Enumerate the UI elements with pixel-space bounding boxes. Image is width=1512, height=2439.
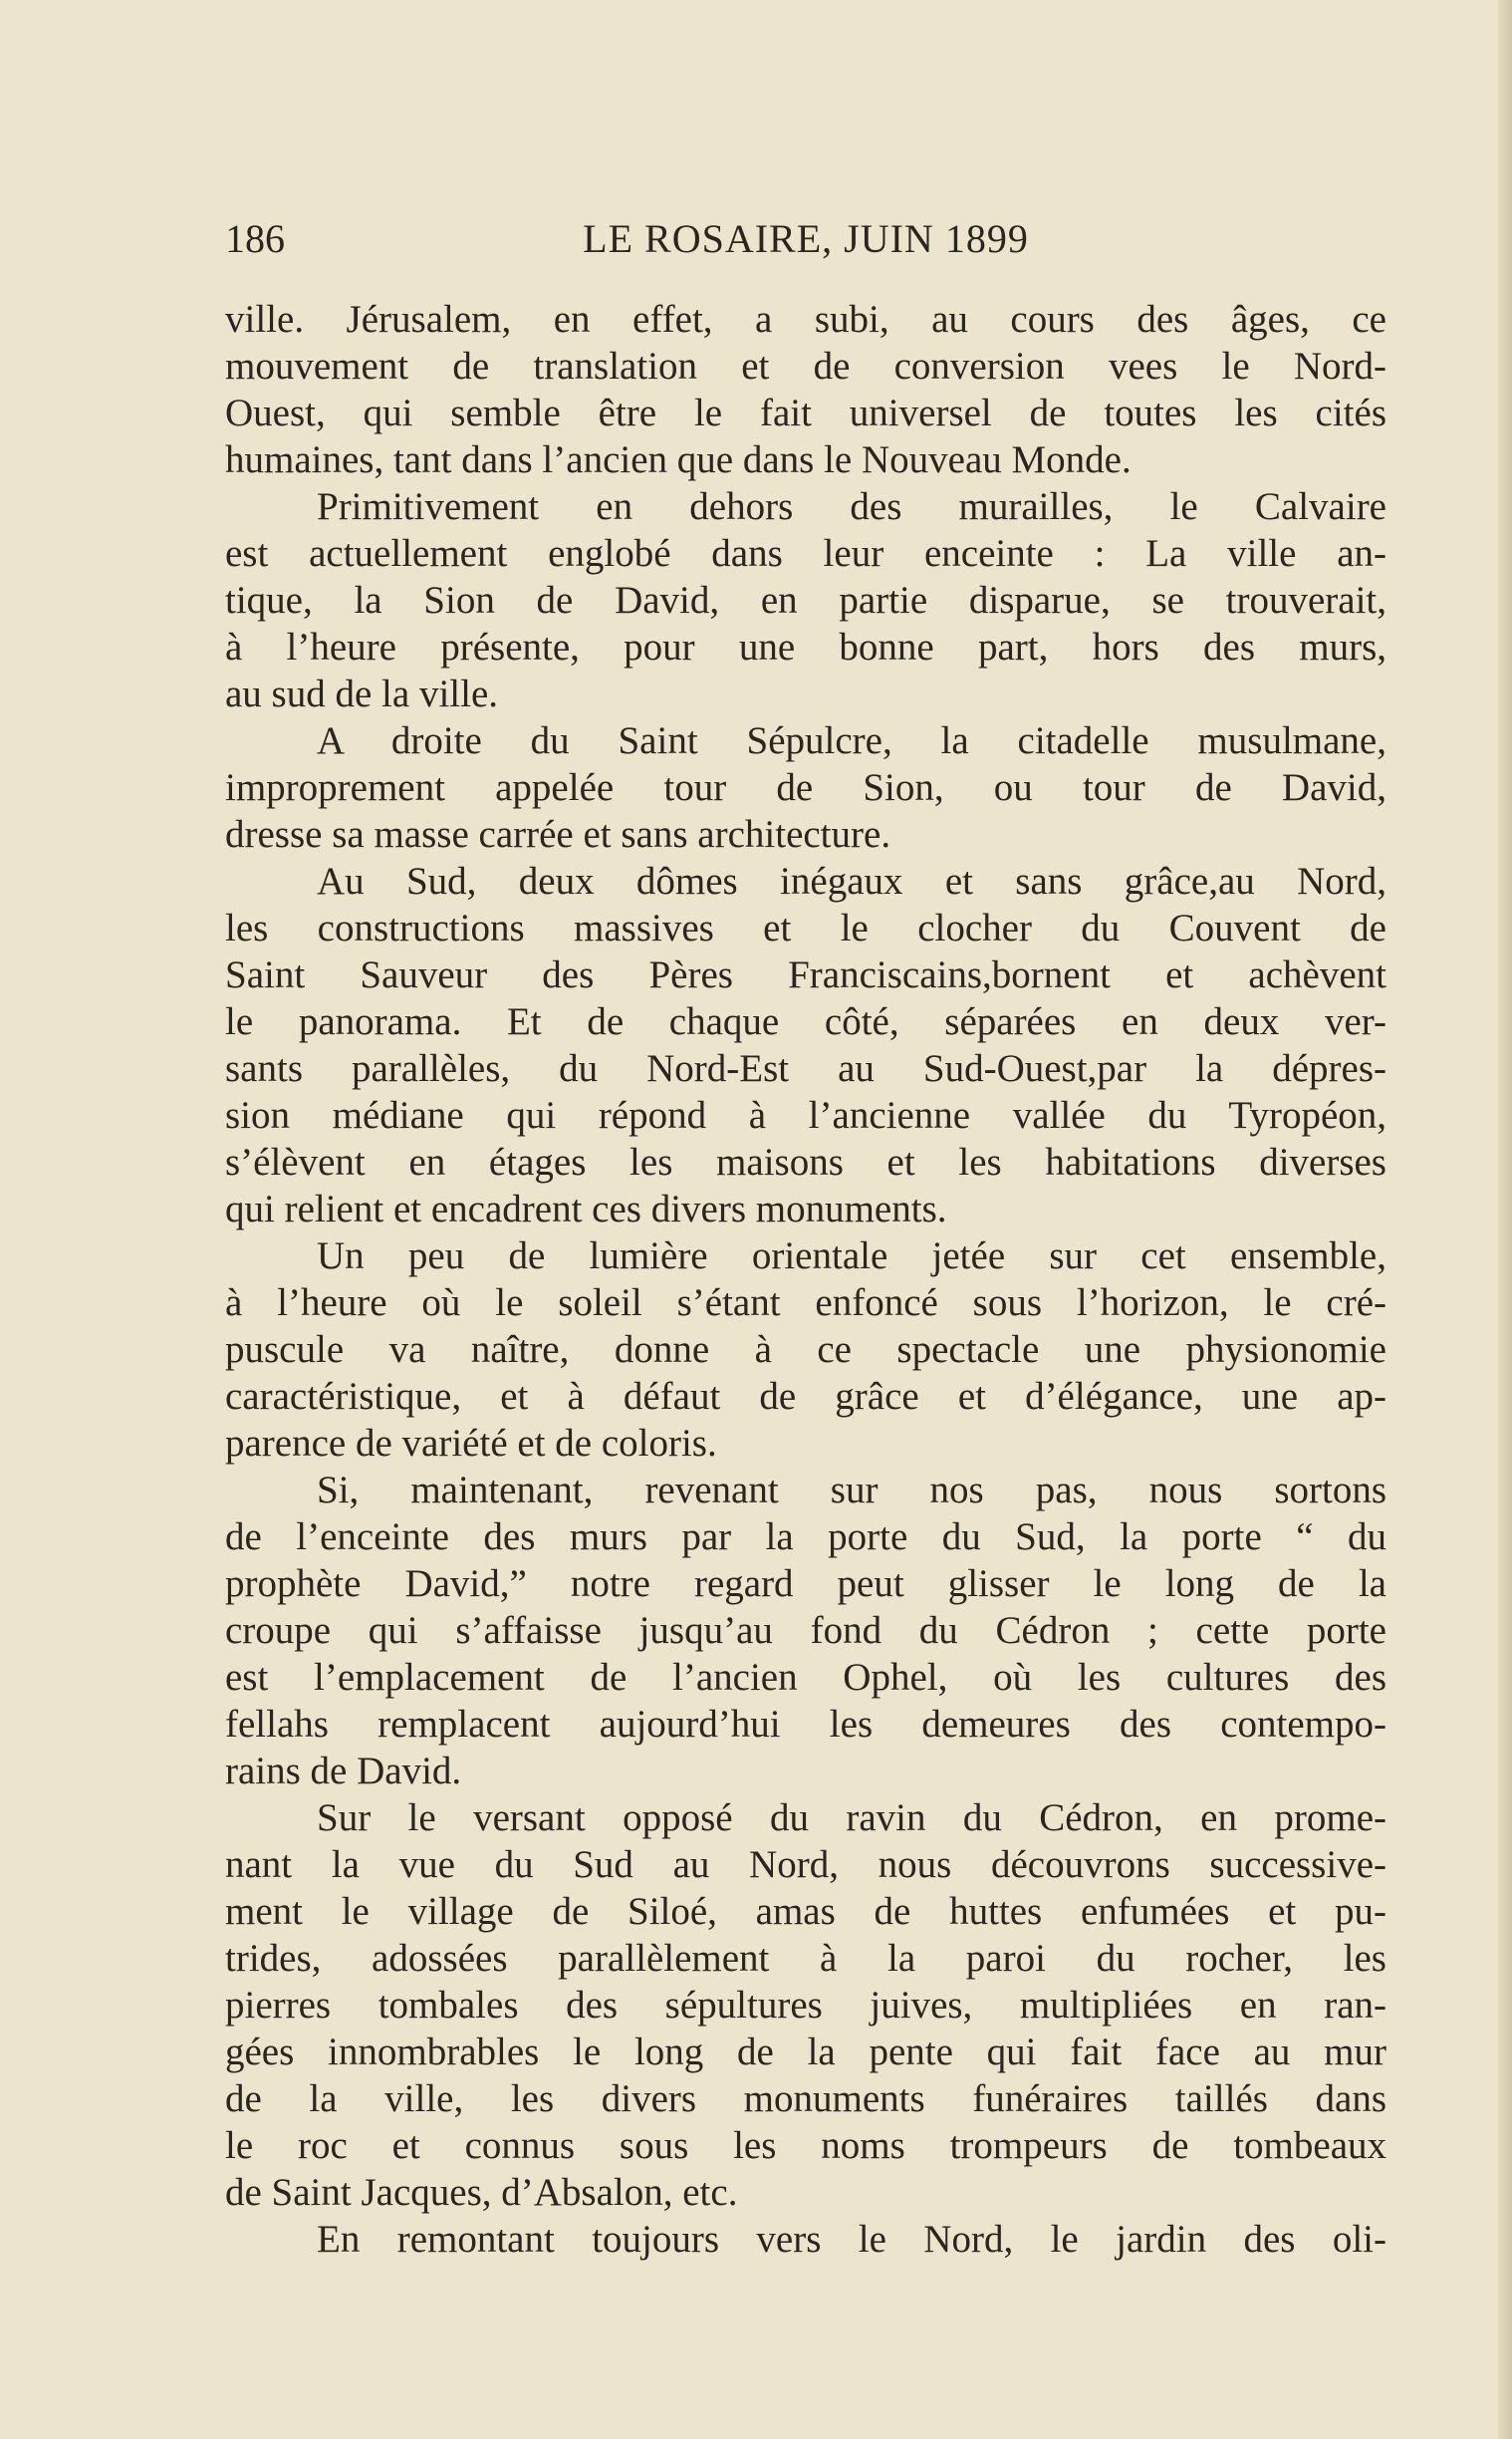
text-line: A droite du Saint Sépulcre, la citadelle musulmane, xyxy=(317,719,1386,762)
running-title-text: LE ROSAIRE, JUIN xyxy=(583,216,934,261)
text-line: prophète David,” notre regard peut glisser le long de la xyxy=(225,1562,1386,1605)
text-line: Un peu de lumière orientale jetée sur cet ensemble, xyxy=(317,1234,1386,1277)
text-line: rains de David. xyxy=(225,1750,462,1792)
text-line: s’élèvent en étages les maisons et les habitations diverses xyxy=(225,1141,1386,1184)
text-line: est actuellement englobé dans leur enceinte : La ville an- xyxy=(225,532,1386,575)
text-line: sants parallèles, du Nord-Est au Sud-Ouest,par la dépres- xyxy=(225,1047,1386,1090)
text-line: Si, maintenant, revenant sur nos pas, nous sortons xyxy=(317,1469,1386,1511)
text-line: gées innombrables le long de la pente qui fait face au mur xyxy=(225,2031,1386,2073)
text-line: tique, la Sion de David, en partie disparue, se trouverait, xyxy=(225,579,1386,622)
text-line: sion médiane qui répond à l’ancienne vallée du Tyropéon, xyxy=(225,1094,1386,1137)
text-line: les constructions massives et le clocher du Couvent de xyxy=(225,907,1386,949)
text-line: En remontant toujours vers le Nord, le jardin des oli- xyxy=(317,2218,1386,2261)
text-line: Ouest, qui semble être le fait universel de toutes les cités xyxy=(225,392,1386,434)
text-line: le panorama. Et de chaque côté, séparées en deux ver- xyxy=(225,1000,1386,1043)
text-line: dresse sa masse carrée et sans architecture. xyxy=(225,813,891,856)
page-number: 186 xyxy=(225,216,285,261)
text-line: mouvement de translation et de conversion vees le Nord- xyxy=(225,345,1386,388)
text-line: de la ville, les divers monuments funéraires taillés dans xyxy=(225,2077,1386,2120)
text-line: ville. Jérusalem, en effet, a subi, au cours des âges, ce xyxy=(225,298,1386,341)
page-header xyxy=(225,214,1386,264)
text-line: Primitivement en dehors des murailles, le Calvaire xyxy=(317,485,1386,528)
text-line: qui relient et encadrent ces divers monuments. xyxy=(225,1188,947,1230)
text-line: pierres tombales des sépultures juives, multipliées en ran- xyxy=(225,1984,1386,2027)
running-title xyxy=(225,214,1386,264)
text-line: humaines, tant dans l’ancien que dans le Nouveau Monde. xyxy=(225,438,1132,481)
text-line: à l’heure où le soleil s’étant enfoncé sous l’horizon, le cré- xyxy=(225,1281,1386,1324)
text-line: nant la vue du Sud au Nord, nous découvrons successive- xyxy=(225,1843,1386,1886)
text-line: à l’heure présente, pour une bonne part, hors des murs, xyxy=(225,626,1386,669)
text-line: Saint Sauveur des Pères Franciscains,bornent et achèvent xyxy=(225,953,1386,996)
text-line: caractéristique, et à défaut de grâce et d’élégance, une ap- xyxy=(225,1375,1386,1418)
text-line: de l’enceinte des murs par la porte du Sud, la porte “ du xyxy=(225,1515,1386,1558)
text-line: au sud de la ville. xyxy=(225,673,499,715)
text-line: Sur le versant opposé du ravin du Cédron, en prome- xyxy=(317,1796,1386,1839)
text-line: ment le village de Siloé, amas de huttes enfumées et pu- xyxy=(225,1890,1386,1933)
text-line: fellahs remplacent aujourd’hui les demeures des contempo- xyxy=(225,1703,1386,1746)
text-line: de Saint Jacques, d’Absalon, etc. xyxy=(225,2171,738,2214)
running-title-year: 1899 xyxy=(944,216,1029,261)
text-line: croupe qui s’affaisse jusqu’au fond du Cédron ; cette porte xyxy=(225,1609,1386,1652)
text-line: improprement appelée tour de Sion, ou tour de David, xyxy=(225,766,1386,809)
body-text xyxy=(225,296,1386,2263)
text-line: est l’emplacement de l’ancien Ophel, où les cultures des xyxy=(225,1656,1386,1699)
text-line: parence de variété et de coloris. xyxy=(225,1422,717,1465)
page-edge xyxy=(1498,0,1512,2439)
text-line: puscule va naître, donne à ce spectacle une physionomie xyxy=(225,1328,1386,1371)
text-line: trides, adossées parallèlement à la paroi du rocher, les xyxy=(225,1937,1386,1980)
text-line: le roc et connus sous les noms trompeurs de tombeaux xyxy=(225,2124,1386,2167)
text-line: Au Sud, deux dômes inégaux et sans grâce,au Nord, xyxy=(317,860,1386,903)
